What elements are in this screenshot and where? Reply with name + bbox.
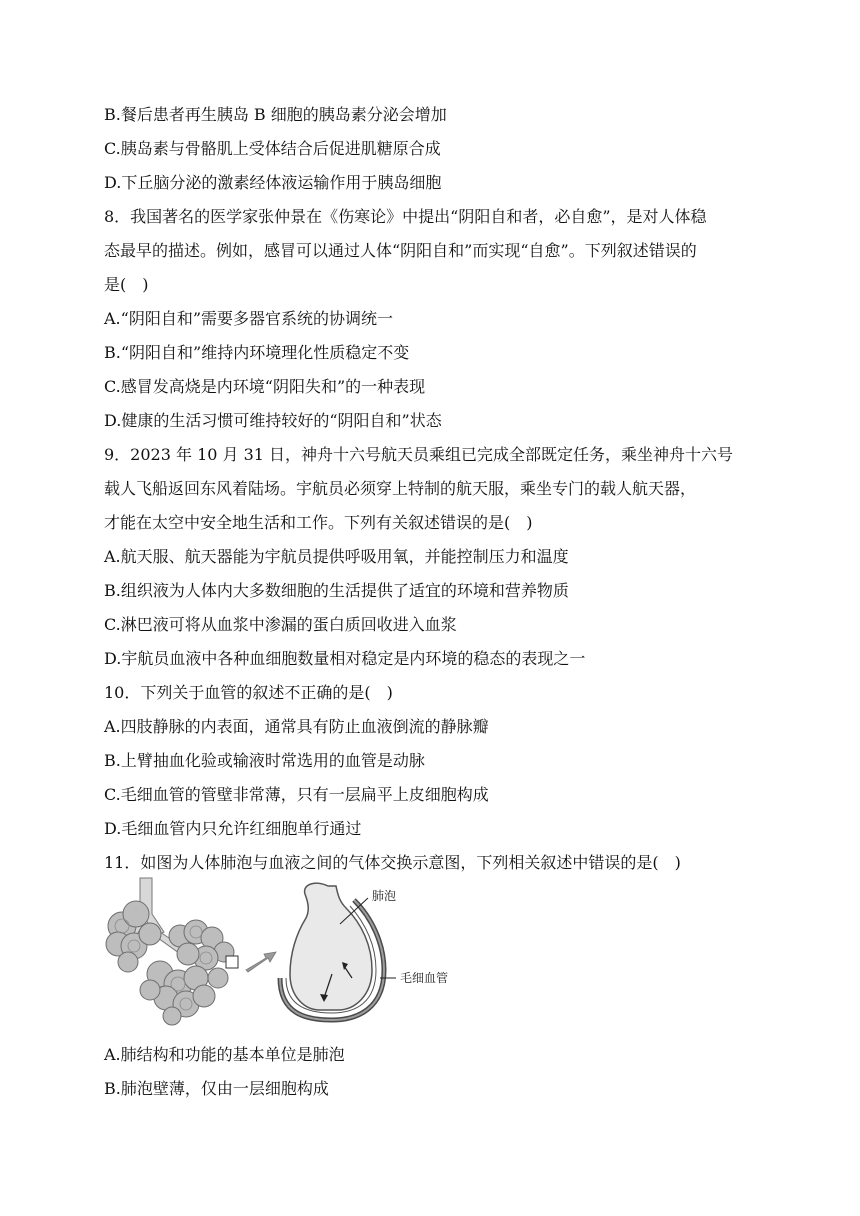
question-9-stem-line2: 载人飞船返回东风着陆场。宇航员必须穿上特制的航天服，乘坐专门的载人航天器， [104,479,697,498]
option-b-q7: B.餐后患者再生胰岛 B 细胞的胰岛素分泌会增加 [104,105,447,124]
label-capillary: 毛细血管 [400,971,449,985]
option-d-q9: D.宇航员血液中各种血细胞数量相对稳定是内环境的稳态的表现之一 [104,649,586,668]
option-a-q9: A.航天服、航天器能为宇航员提供呼吸用氧，并能控制压力和温度 [104,547,569,566]
figure-illustration [100,874,460,1030]
option-d-q10: D.毛细血管内只允许红细胞单行通过 [104,819,362,838]
option-b-q8: B.“阴阳自和”维持内环境理化性质稳定不变 [104,343,410,362]
alveolus-gas-exchange-figure [100,874,460,1030]
question-10-stem: 10．下列关于血管的叙述不正确的是( ) [104,683,393,702]
option-a-q8: A.“阴阳自和”需要多器官系统的协调统一 [104,309,394,328]
option-c-q8: C.感冒发高烧是内环境“阴阳失和”的一种表现 [104,377,426,396]
question-8-stem-line3: 是( ) [104,275,149,294]
option-a-q10: A.四肢静脉的内表面，通常具有防止血液倒流的静脉瓣 [104,717,489,736]
question-9-stem-line3: 才能在太空中安全地生活和工作。下列有关叙述错误的是( ) [104,513,533,532]
question-8-stem-line1: 8．我国著名的医学家张仲景在《伤寒论》中提出“阴阳自和者，必自愈”，是对人体稳 [104,207,707,226]
option-b-q11: B.肺泡壁薄，仅由一层细胞构成 [104,1079,329,1098]
option-a-q11: A.肺结构和功能的基本单位是肺泡 [104,1045,345,1064]
option-d-q7: D.下丘脑分泌的激素经体液运输作用于胰岛细胞 [104,173,442,192]
question-9-stem-line1: 9．2023 年 10 月 31 日，神舟十六号航天员乘组已完成全部既定任务，乘坐神舟十六号 [104,445,734,464]
option-c-q7: C.胰岛素与骨骼肌上受体结合后促进肌糖原合成 [104,139,441,158]
label-alveolus: 肺泡 [372,889,397,903]
arrow-icon [246,952,276,972]
option-c-q10: C.毛细血管的管壁非常薄，只有一层扁平上皮细胞构成 [104,785,489,804]
question-11-stem: 11．如图为人体肺泡与血液之间的气体交换示意图，下列相关叙述中错误的是( ) [104,853,681,872]
option-c-q9: C.淋巴液可将从血浆中渗漏的蛋白质回收进入血浆 [104,615,457,634]
option-b-q10: B.上臂抽血化验或输液时常选用的血管是动脉 [104,751,425,770]
enlarged-alveolus [280,883,384,1020]
option-d-q8: D.健康的生活习惯可维持较好的“阴阳自和”状态 [104,411,442,430]
magnify-box [226,956,238,968]
question-8-stem-line2: 态最早的描述。例如，感冒可以通过人体“阴阳自和”而实现“自愈”。下列叙述错误的 [104,241,697,260]
option-b-q9: B.组织液为人体内大多数细胞的生活提供了适宜的环境和营养物质 [104,581,569,600]
